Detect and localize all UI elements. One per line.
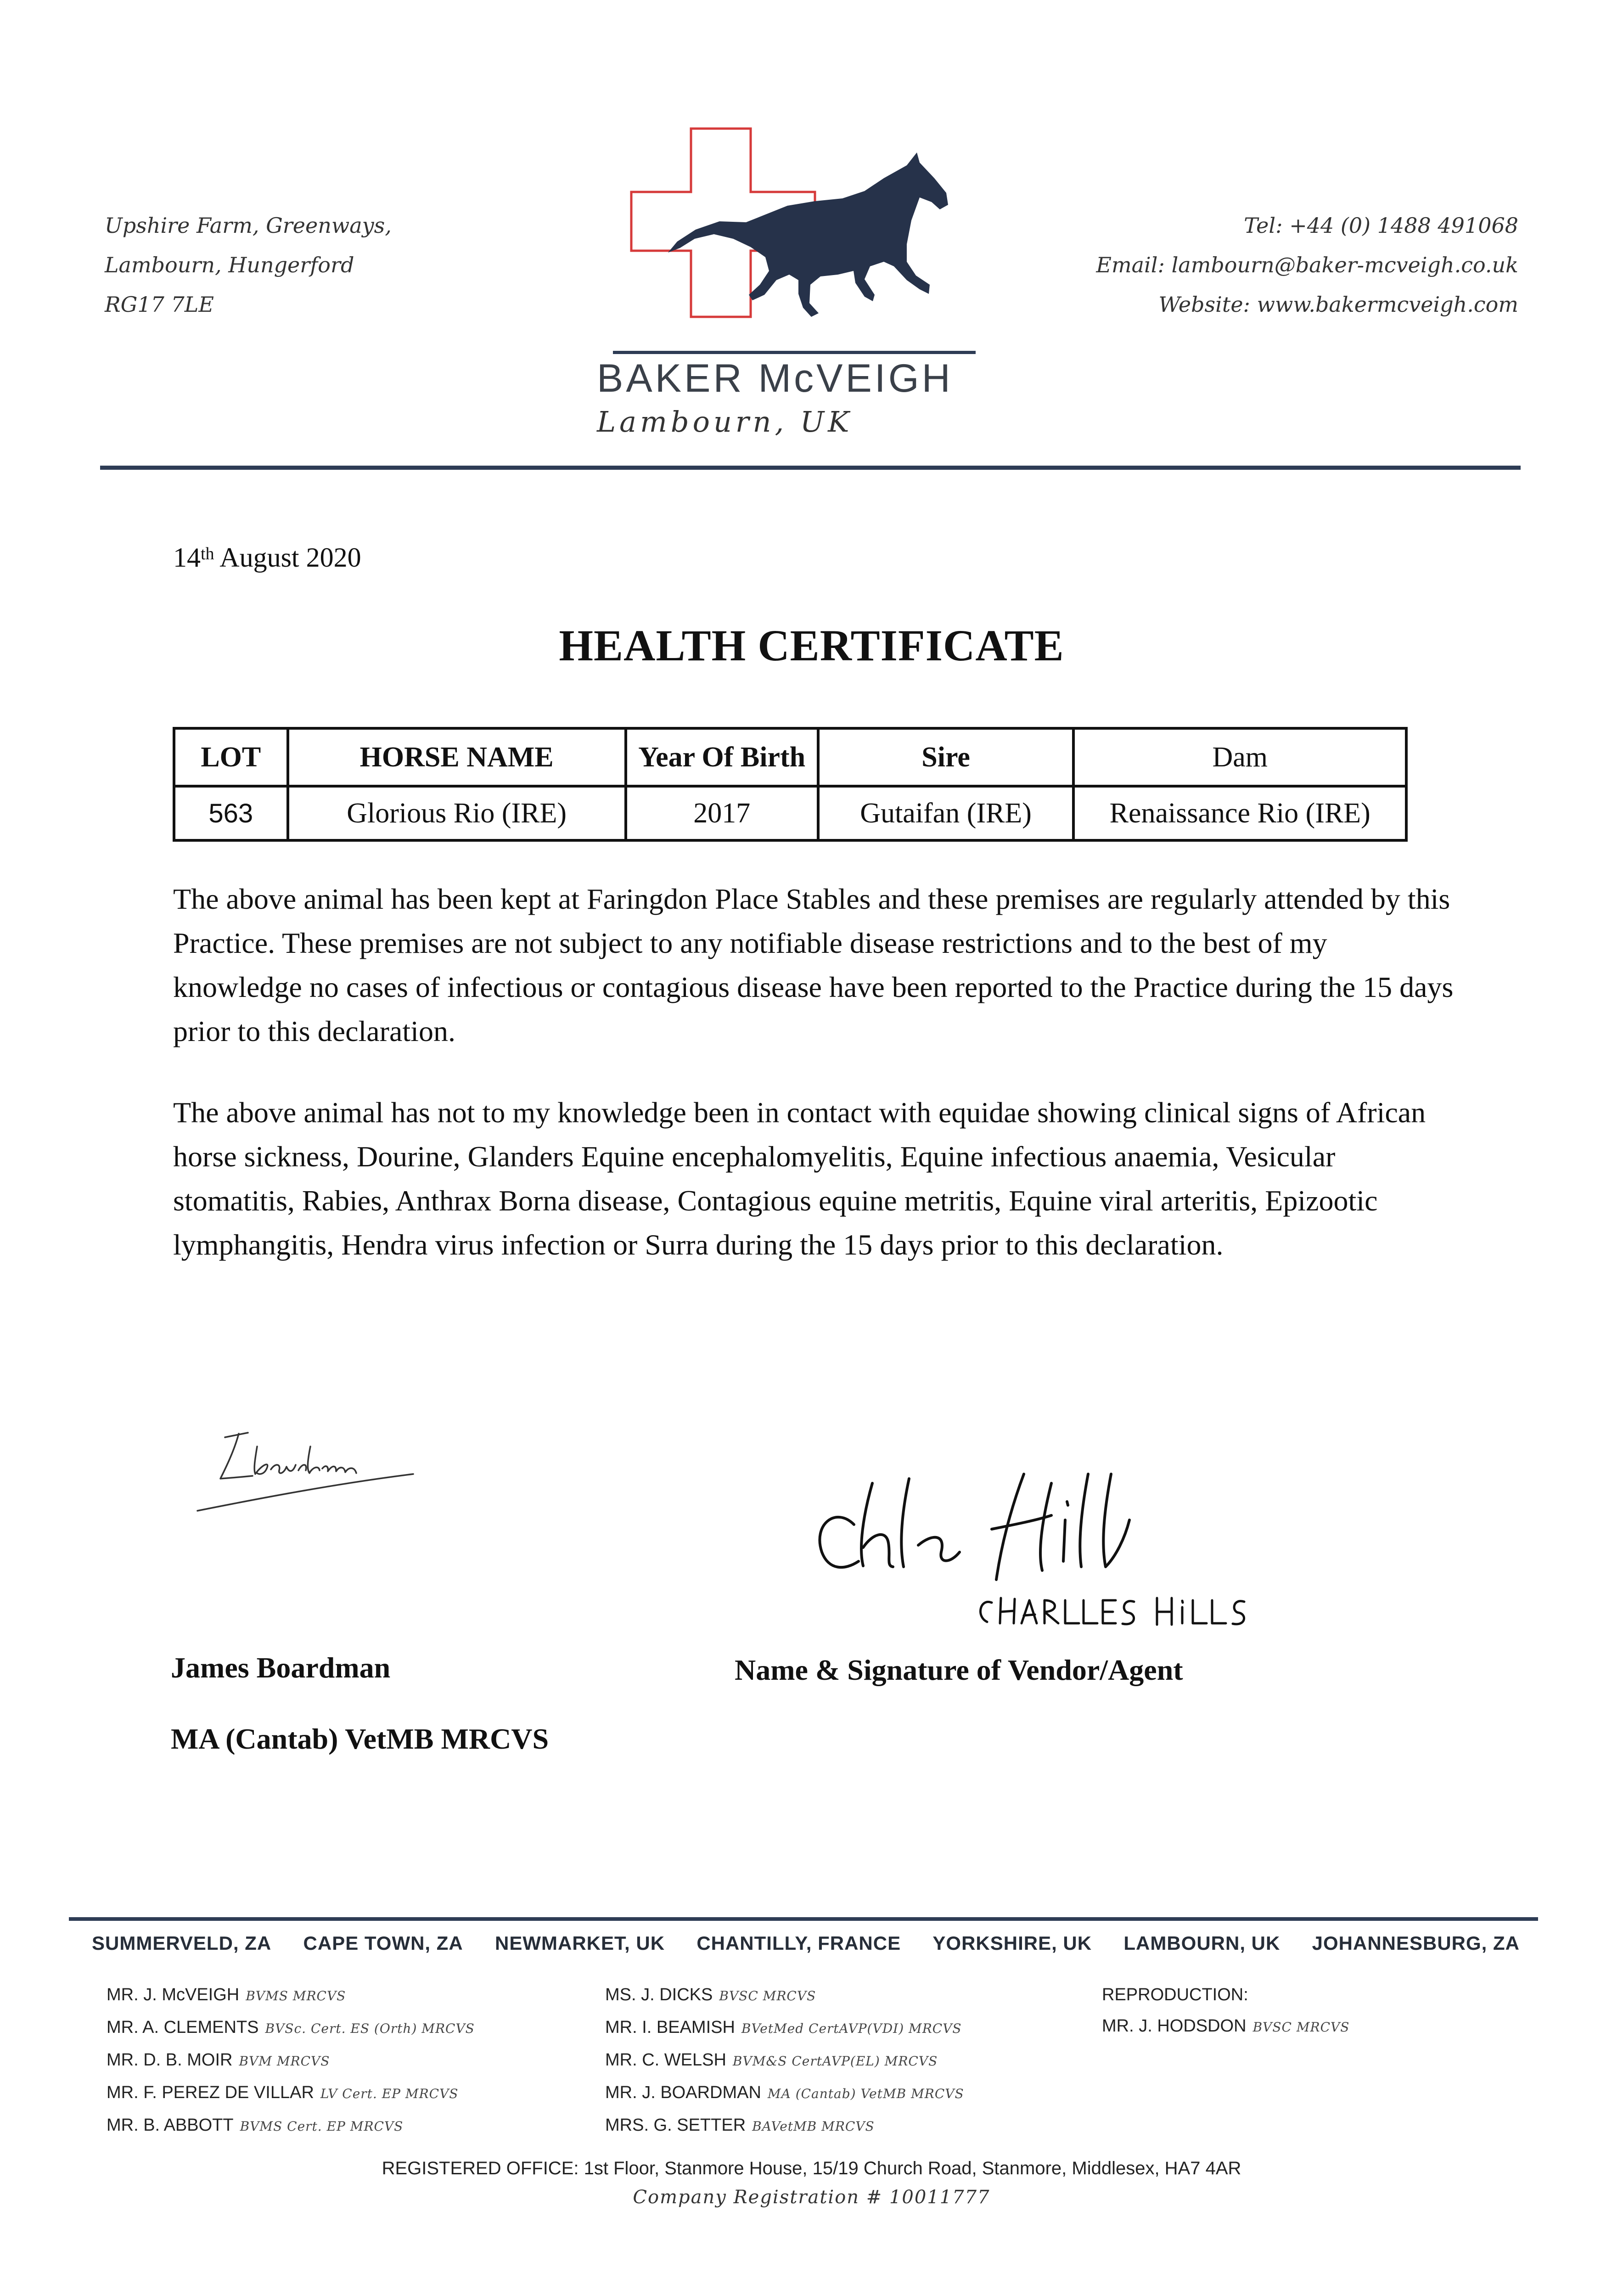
header-horse-name: HORSE NAME <box>288 728 626 786</box>
brand-block <box>597 356 1010 439</box>
header-divider <box>100 466 1521 470</box>
staff-name: MR. J. McVEIGH <box>107 1985 240 2004</box>
staff-quals: BVMS Cert. EP MRCVS <box>240 2119 404 2134</box>
contact-website: Website: www.bakermcveigh.com <box>1158 292 1518 317</box>
header-sire: Sire <box>818 728 1074 786</box>
staff-quals: BVSC MRCVS <box>1252 2020 1350 2035</box>
page-title: HEALTH CERTIFICATE <box>559 621 1064 670</box>
brand-place: Lambourn, UK <box>597 405 853 439</box>
header-year-of-birth: Year Of Birth <box>626 728 818 786</box>
cell-lot: 563 <box>174 786 288 840</box>
certificate-date <box>173 542 361 574</box>
staff-name: MR. J. HODSDON <box>1102 2016 1247 2036</box>
staff-quals: BVM&S CertAVP(EL) MRCVS <box>732 2054 938 2069</box>
staff-name: MR. B. ABBOTT <box>107 2116 234 2135</box>
staff-quals: LV Cert. EP MRCVS <box>320 2086 459 2101</box>
table-row <box>174 786 1406 840</box>
staff-quals: MA (Cantab) VetMB MRCVS <box>767 2086 964 2101</box>
staff-entry <box>1102 2010 1349 2043</box>
date-suffix: th <box>201 544 214 563</box>
office-locations <box>92 1932 1520 1954</box>
staff-column-1 <box>107 1979 475 2142</box>
registered-office: REGISTERED OFFICE: 1st Floor, Stanmore House, 15/19 Church Road, Stanmore, Middlesex, HA7 4AR <box>382 2158 1241 2178</box>
cell-horse-name: Glorious Rio (IRE) <box>288 786 626 840</box>
staff-entry <box>605 2077 964 2110</box>
horse-cross-logo-icon <box>613 124 980 363</box>
staff-entry <box>605 2044 964 2077</box>
staff-name: MRS. G. SETTER <box>605 2116 746 2135</box>
contact-email: Email: lambourn@baker-mcveigh.co.uk <box>1096 253 1518 277</box>
date-rest: August 2020 <box>214 542 361 573</box>
office-location: CHANTILLY, FRANCE <box>696 1932 901 1954</box>
vet-qualifications: MA (Cantab) VetMB MRCVS <box>171 1722 549 1755</box>
vendor-signature <box>794 1446 1299 1639</box>
staff-entry <box>605 2110 964 2142</box>
sender-address <box>105 206 392 324</box>
office-location: SUMMERVELD, ZA <box>92 1932 272 1954</box>
office-location: YORKSHIRE, UK <box>932 1932 1092 1954</box>
staff-quals: BAVetMB MRCVS <box>752 2119 875 2134</box>
date-day: 14 <box>173 542 201 573</box>
cell-year-of-birth: 2017 <box>626 786 818 840</box>
table-header-row <box>174 728 1406 786</box>
staff-column-3 <box>1102 1979 1349 2043</box>
staff-name: MR. C. WELSH <box>605 2050 726 2070</box>
vet-signature <box>174 1419 432 1538</box>
declaration-paragraph-2: The above animal has not to my knowledge been in contact with equidae showing clinical signs of African horse sickness, Dourine, Glanders Equine encephalomyelitis, Equine infectious anaemia, Vesicular stomatitis, Rabies, Anthrax Borna disease, Contagious equine metritis, Equine viral arteritis, Epizootic lymphangitis, Hendra virus infection or Surra during the 15 days prior to this declaration. <box>173 1096 1426 1261</box>
vet-name: James Boardman <box>171 1651 391 1684</box>
cell-sire: Gutaifan (IRE) <box>818 786 1074 840</box>
declaration-paragraph-1: The above animal has been kept at Faringdon Place Stables and these premises are regularly attended by this Practice. These premises are not subject to any notifiable disease restrictions and to the best of my knowledge no cases of infectious or contagious disease have been reported to the Practice during the 15 days prior to this declaration. <box>173 883 1454 1047</box>
office-location: CAPE TOWN, ZA <box>303 1932 463 1954</box>
company-registration: Company Registration # 10011777 <box>633 2187 990 2208</box>
staff-name: MS. J. DICKS <box>605 1985 713 2004</box>
staff-quals: BVMS MRCVS <box>246 1988 346 2003</box>
staff-entry <box>107 2077 475 2110</box>
cell-dam: Renaissance Rio (IRE) <box>1073 786 1406 840</box>
staff-quals: BVSc. Cert. ES (Orth) MRCVS <box>265 2021 475 2036</box>
office-location: LAMBOURN, UK <box>1123 1932 1280 1954</box>
reproduction-label: REPRODUCTION: <box>1102 1985 1248 2004</box>
staff-quals: BVSC MRCVS <box>719 1988 816 2003</box>
staff-quals: BVM MRCVS <box>239 2054 330 2069</box>
staff-name: MR. D. B. MOIR <box>107 2050 233 2070</box>
address-line-1: Upshire Farm, Greenways, <box>105 213 392 238</box>
staff-entry <box>605 2012 964 2044</box>
contact-phone: Tel: +44 (0) 1488 491068 <box>1244 213 1518 238</box>
staff-name: MR. A. CLEMENTS <box>107 2018 259 2037</box>
office-location: NEWMARKET, UK <box>495 1932 665 1954</box>
staff-entry <box>107 2110 475 2142</box>
header-dam: Dam <box>1073 728 1406 786</box>
staff-name: MR. I. BEAMISH <box>605 2018 735 2037</box>
staff-quals: BVetMed CertAVP(VDI) MRCVS <box>741 2021 962 2036</box>
address-line-3: RG17 7LE <box>105 292 214 317</box>
contact-details <box>1096 206 1518 324</box>
address-line-2: Lambourn, Hungerford <box>105 253 354 277</box>
staff-column-2 <box>605 1979 964 2142</box>
staff-entry <box>107 1979 475 2012</box>
staff-entry <box>107 2012 475 2044</box>
staff-entry <box>107 2044 475 2077</box>
staff-entry <box>605 1979 964 2012</box>
staff-name: MR. F. PEREZ DE VILLAR <box>107 2083 314 2102</box>
office-location: JOHANNESBURG, ZA <box>1312 1932 1520 1954</box>
header-lot: LOT <box>174 728 288 786</box>
brand-name: BAKER McVEIGH <box>597 356 953 400</box>
horse-details-table <box>173 727 1408 842</box>
vendor-signature-label: Name & Signature of Vendor/Agent <box>735 1654 1183 1686</box>
staff-name: MR. J. BOARDMAN <box>605 2083 761 2102</box>
footer-divider <box>69 1917 1538 1921</box>
